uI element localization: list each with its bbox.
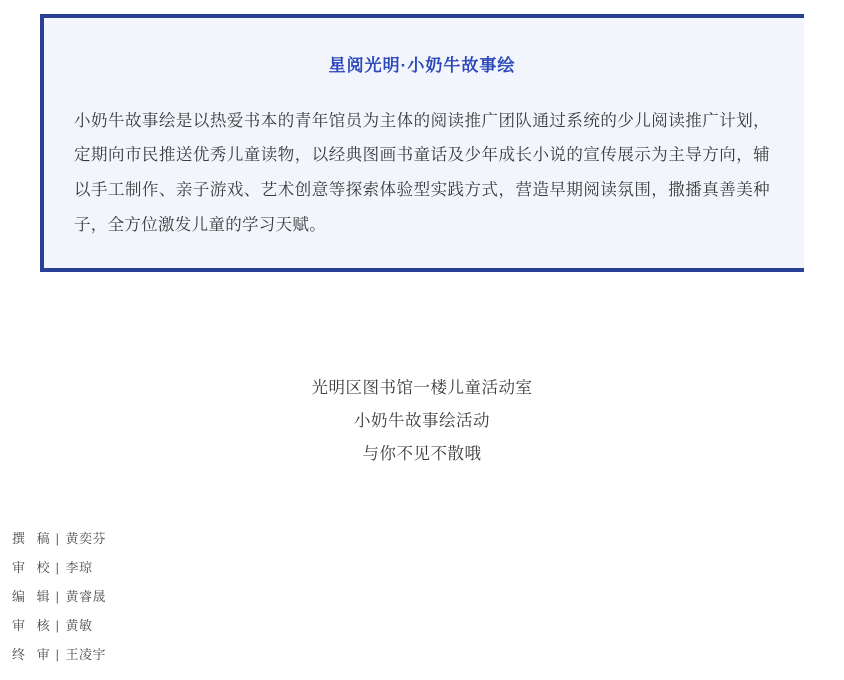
credit-separator: | — [55, 560, 60, 575]
credit-row — [12, 611, 412, 640]
credit-row — [12, 640, 412, 669]
credit-name: 李琼 — [65, 560, 93, 575]
closing-line-2: 小奶牛故事绘活动 — [354, 412, 490, 430]
credit-name: 黄奕芬 — [65, 531, 107, 546]
credit-role: 审 核 — [12, 618, 54, 633]
credit-row — [12, 524, 412, 553]
credit-role: 终 审 — [12, 647, 54, 662]
credits-block — [12, 524, 412, 669]
closing-line-1: 光明区图书馆一楼儿童活动室 — [311, 379, 533, 397]
credit-separator: | — [55, 618, 60, 633]
closing-line-3: 与你不见不散哦 — [362, 445, 482, 463]
closing-block — [0, 372, 844, 471]
credit-separator: | — [55, 647, 60, 662]
credit-separator: | — [55, 589, 60, 604]
credit-separator: | — [55, 531, 60, 546]
card-body-text: 小奶牛故事绘是以热爱书本的青年馆员为主体的阅读推广团队通过系统的少儿阅读推广计划，定期向市民推送优秀儿童读物，以经典图画书童话及少年成长小说的宣传展示为主导方向，辅以手工制作、亲子游戏、艺术创意等探索体验型实践方式，营造早期阅读氛围，撒播真善美种子，全方位激发儿童的学习天赋。 — [74, 111, 770, 234]
credit-role: 审 校 — [12, 560, 54, 575]
credit-name: 王凌宇 — [65, 647, 107, 662]
credit-row — [12, 553, 412, 582]
credit-role: 编 辑 — [12, 589, 54, 604]
credit-name: 黄敏 — [65, 618, 93, 633]
card-title: 星阅光明·小奶牛故事绘 — [328, 56, 516, 75]
credit-name: 黄睿晟 — [65, 589, 107, 604]
highlight-card — [40, 14, 804, 272]
credit-role: 撰 稿 — [12, 531, 54, 546]
credit-row — [12, 582, 412, 611]
